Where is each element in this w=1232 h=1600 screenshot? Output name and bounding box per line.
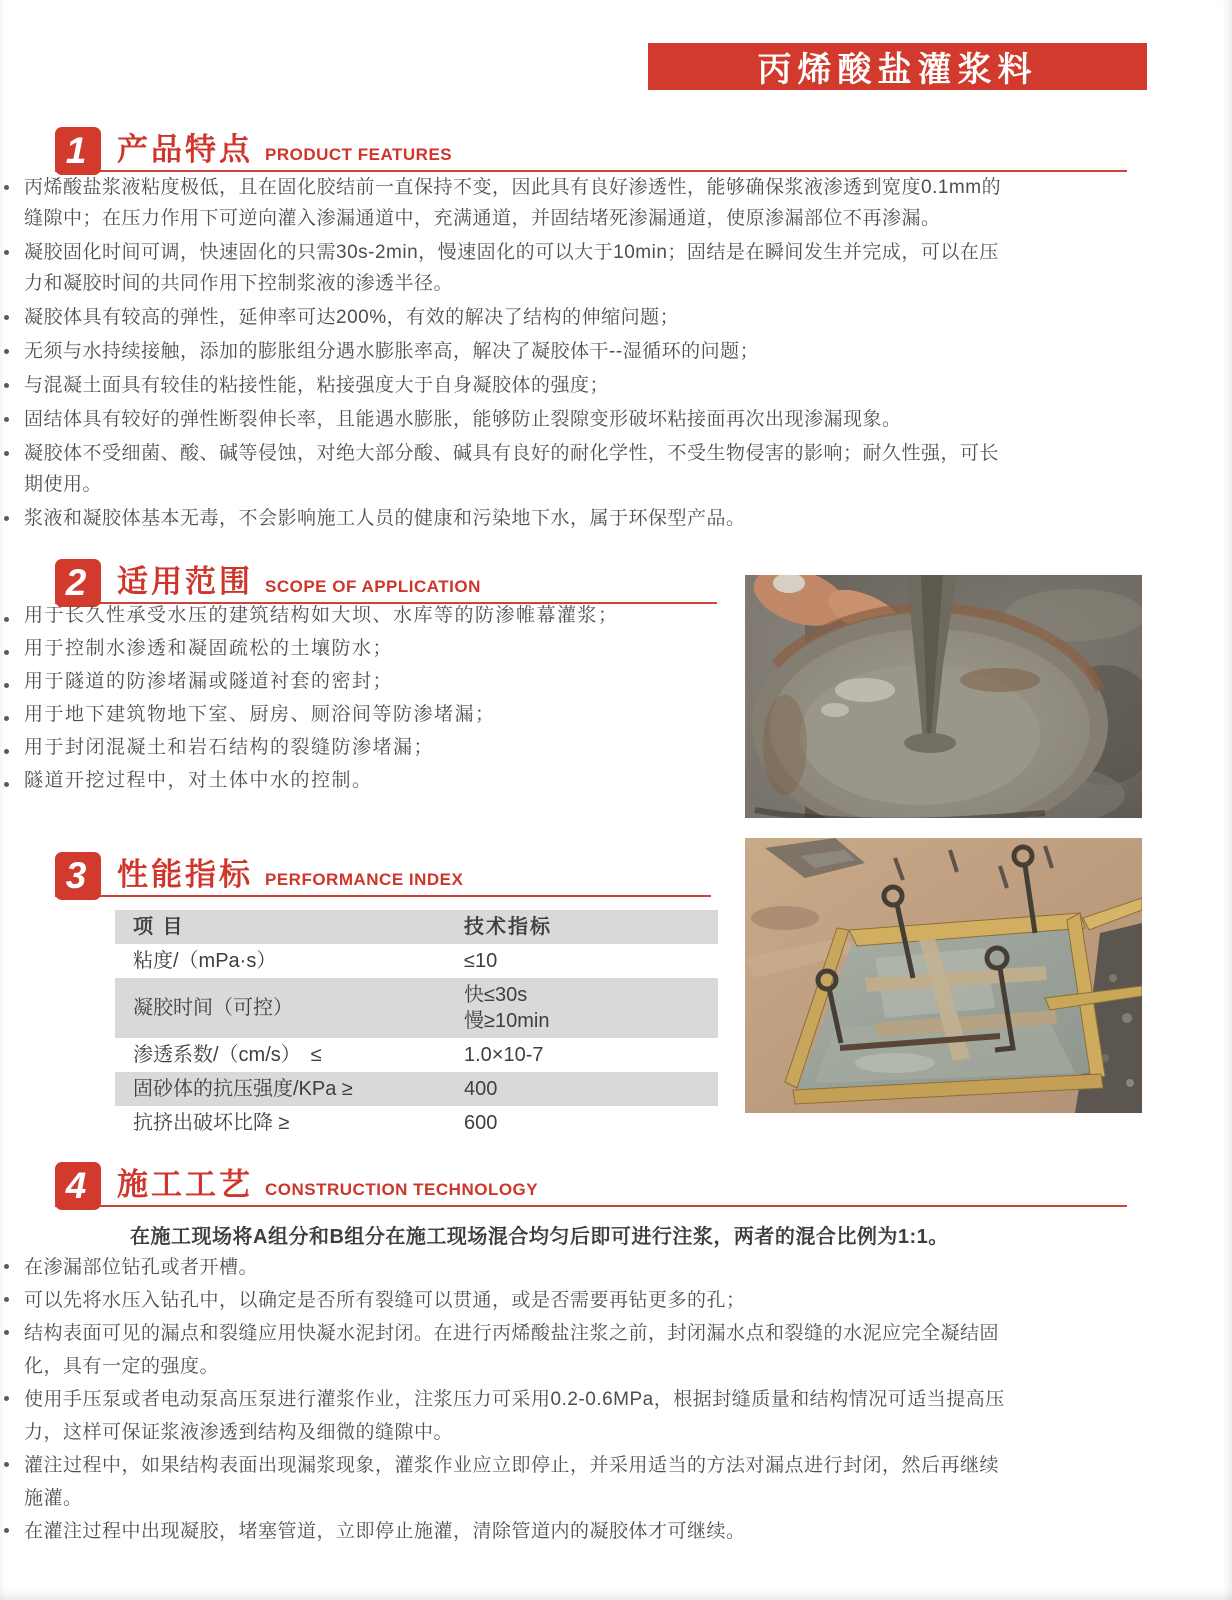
list-item: 用于控制水渗透和凝固疏松的土壤防水； [0,637,620,660]
table-cell-item: 抗挤出破坏比降 ≥ [133,1112,290,1134]
section-number: 2 [65,562,87,603]
section-product-features [0,120,1232,537]
section-titles [117,124,452,169]
list-item: 用于隧道的防渗堵漏或隧道衬套的密封； [0,670,620,693]
section-number: 3 [65,855,87,896]
grouting-formwork-photo [745,838,1142,1113]
table-cell-item: 凝胶时间（可控） [133,997,293,1019]
list-item: 可以先将水压入钻孔中，以确定是否所有裂缝可以贯通，或是否需要再钻更多的孔； [0,1284,1010,1317]
list-item: 在灌注过程中出现凝胶，堵塞管道，立即停止施灌，清除管道内的凝胶体才可继续。 [0,1515,1010,1548]
section-titles [117,556,481,601]
section-title-zh: 适用范围 [117,564,253,599]
performance-table [115,910,718,1140]
table-row [115,944,718,978]
section-header [55,120,1232,172]
table-row [115,1072,718,1106]
list-item: 用于地下建筑物地下室、厨房、厕浴间等防渗堵漏； [0,703,620,726]
list-item: 灌注过程中，如果结构表面出现漏浆现象，灌浆作业应立即停止，并采用适当的方法对漏点进行封闭，然后再继续施灌。 [0,1449,1010,1515]
feature-list [0,172,1004,534]
section-header [55,1155,1232,1207]
list-item: 使用手压泵或者电动泵高压泵进行灌浆作业，注浆压力可采用0.2-0.6MPa，根据封缝质量和结构情况可适当提高压力，这样可保证浆液渗透到结构及细微的缝隙中。 [0,1383,1010,1449]
table-row [115,1106,718,1140]
section-number-badge [55,559,101,607]
slurry-mixing-photo [745,575,1142,818]
section-title-zh: 性能指标 [117,857,253,892]
product-title-text: 丙烯酸盐灌浆料 [757,51,1038,89]
list-item: 凝胶体不受细菌、酸、碱等侵蚀，对绝大部分酸、碱具有良好的耐化学性，不受生物侵害的影响；耐久性强，可长期使用。 [0,438,1004,500]
table-header-item: 项 目 [133,916,185,938]
section-title-en: PERFORMANCE INDEX [265,870,464,889]
table-cell-item: 固砂体的抗压强度/KPa ≥ [133,1078,353,1100]
list-item: 与混凝土面具有较佳的粘接性能，粘接强度大于自身凝胶体的强度； [0,370,1004,401]
list-item: 隧道开挖过程中，对土体中水的控制。 [0,769,620,792]
value-fast: 快≤30s [464,984,528,1006]
section-number: 4 [65,1165,87,1206]
table-cell-item: 渗透系数/（cm/s） ≤ [133,1044,322,1066]
list-item: 无须与水持续接触，添加的膨胀组分遇水膨胀率高，解决了凝胶体干--湿循环的问题； [0,336,1004,367]
table-header-index: 技术指标 [464,916,552,938]
table-cell-value: 1.0×10-7 [464,1044,544,1066]
section-title-en: PRODUCT FEATURES [265,145,453,164]
table-row [115,978,718,1038]
section-titles [117,1159,538,1204]
section-number-badge [55,1162,101,1210]
list-item: 浆液和凝胶体基本无毒，不会影响施工人员的健康和污染地下水，属于环保型产品。 [0,503,1004,534]
application-list [0,604,620,792]
section-title-zh: 产品特点 [117,132,253,167]
section-number-badge [55,852,101,900]
table-cell-item: 粘度/（mPa·s） [133,950,277,972]
list-item: 用于封闭混凝土和岩石结构的裂缝防渗堵漏； [0,736,620,759]
section-construction-technology [0,1155,1232,1548]
section-title-en: CONSTRUCTION TECHNOLOGY [265,1180,539,1199]
list-item: 在渗漏部位钻孔或者开槽。 [0,1251,1010,1284]
value-slow: 慢≥10min [464,1010,550,1032]
construction-step-list [0,1251,1010,1548]
table-cell-value [464,978,718,1038]
section-number-badge [55,127,101,175]
list-item: 丙烯酸盐浆液粘度极低，且在固化胶结前一直保持不变，因此具有良好渗透性，能够确保浆液渗透到宽度0.1mm的缝隙中；在压力作用下可逆向灌入渗漏通道中，充满通道，并固结堵死渗漏通道，使原渗漏部位不再渗漏。 [0,172,1004,234]
list-item: 凝胶体具有较高的弹性，延伸率可达200%，有效的解决了结构的伸缩问题； [0,302,1004,333]
table-cell-value: 600 [464,1112,498,1134]
section-rule [55,1205,1127,1207]
section-titles [117,849,463,894]
table-cell-value: 400 [464,1078,498,1100]
table-header-row [115,910,718,944]
mixing-ratio-note: 在施工现场将A组分和B组分在施工现场混合均匀后即可进行注浆，两者的混合比例为1:1。 [130,1226,949,1248]
list-item: 凝胶固化时间可调，快速固化的只需30s-2min，慢速固化的可以大于10min；固结是在瞬间发生并完成，可以在压力和凝胶时间的共同作用下控制浆液的渗透半径。 [0,237,1004,299]
product-title-banner [648,43,1147,90]
list-item: 结构表面可见的漏点和裂缝应用快凝水泥封闭。在进行丙烯酸盐注浆之前，封闭漏水点和裂缝的水泥应完全凝结固化，具有一定的强度。 [0,1317,1010,1383]
table-cell-value: ≤10 [464,950,498,972]
list-item: 固结体具有较好的弹性断裂伸长率，且能遇水膨胀，能够防止裂隙变形破坏粘接面再次出现渗漏现象。 [0,404,1004,435]
table-row [115,1038,718,1072]
section-number: 1 [65,130,87,171]
section-title-en: SCOPE OF APPLICATION [265,577,481,596]
section-title-zh: 施工工艺 [117,1167,253,1202]
section-rule [55,895,711,897]
list-item: 用于长久性承受水压的建筑结构如大坝、水库等的防渗帷幕灌浆； [0,604,620,627]
